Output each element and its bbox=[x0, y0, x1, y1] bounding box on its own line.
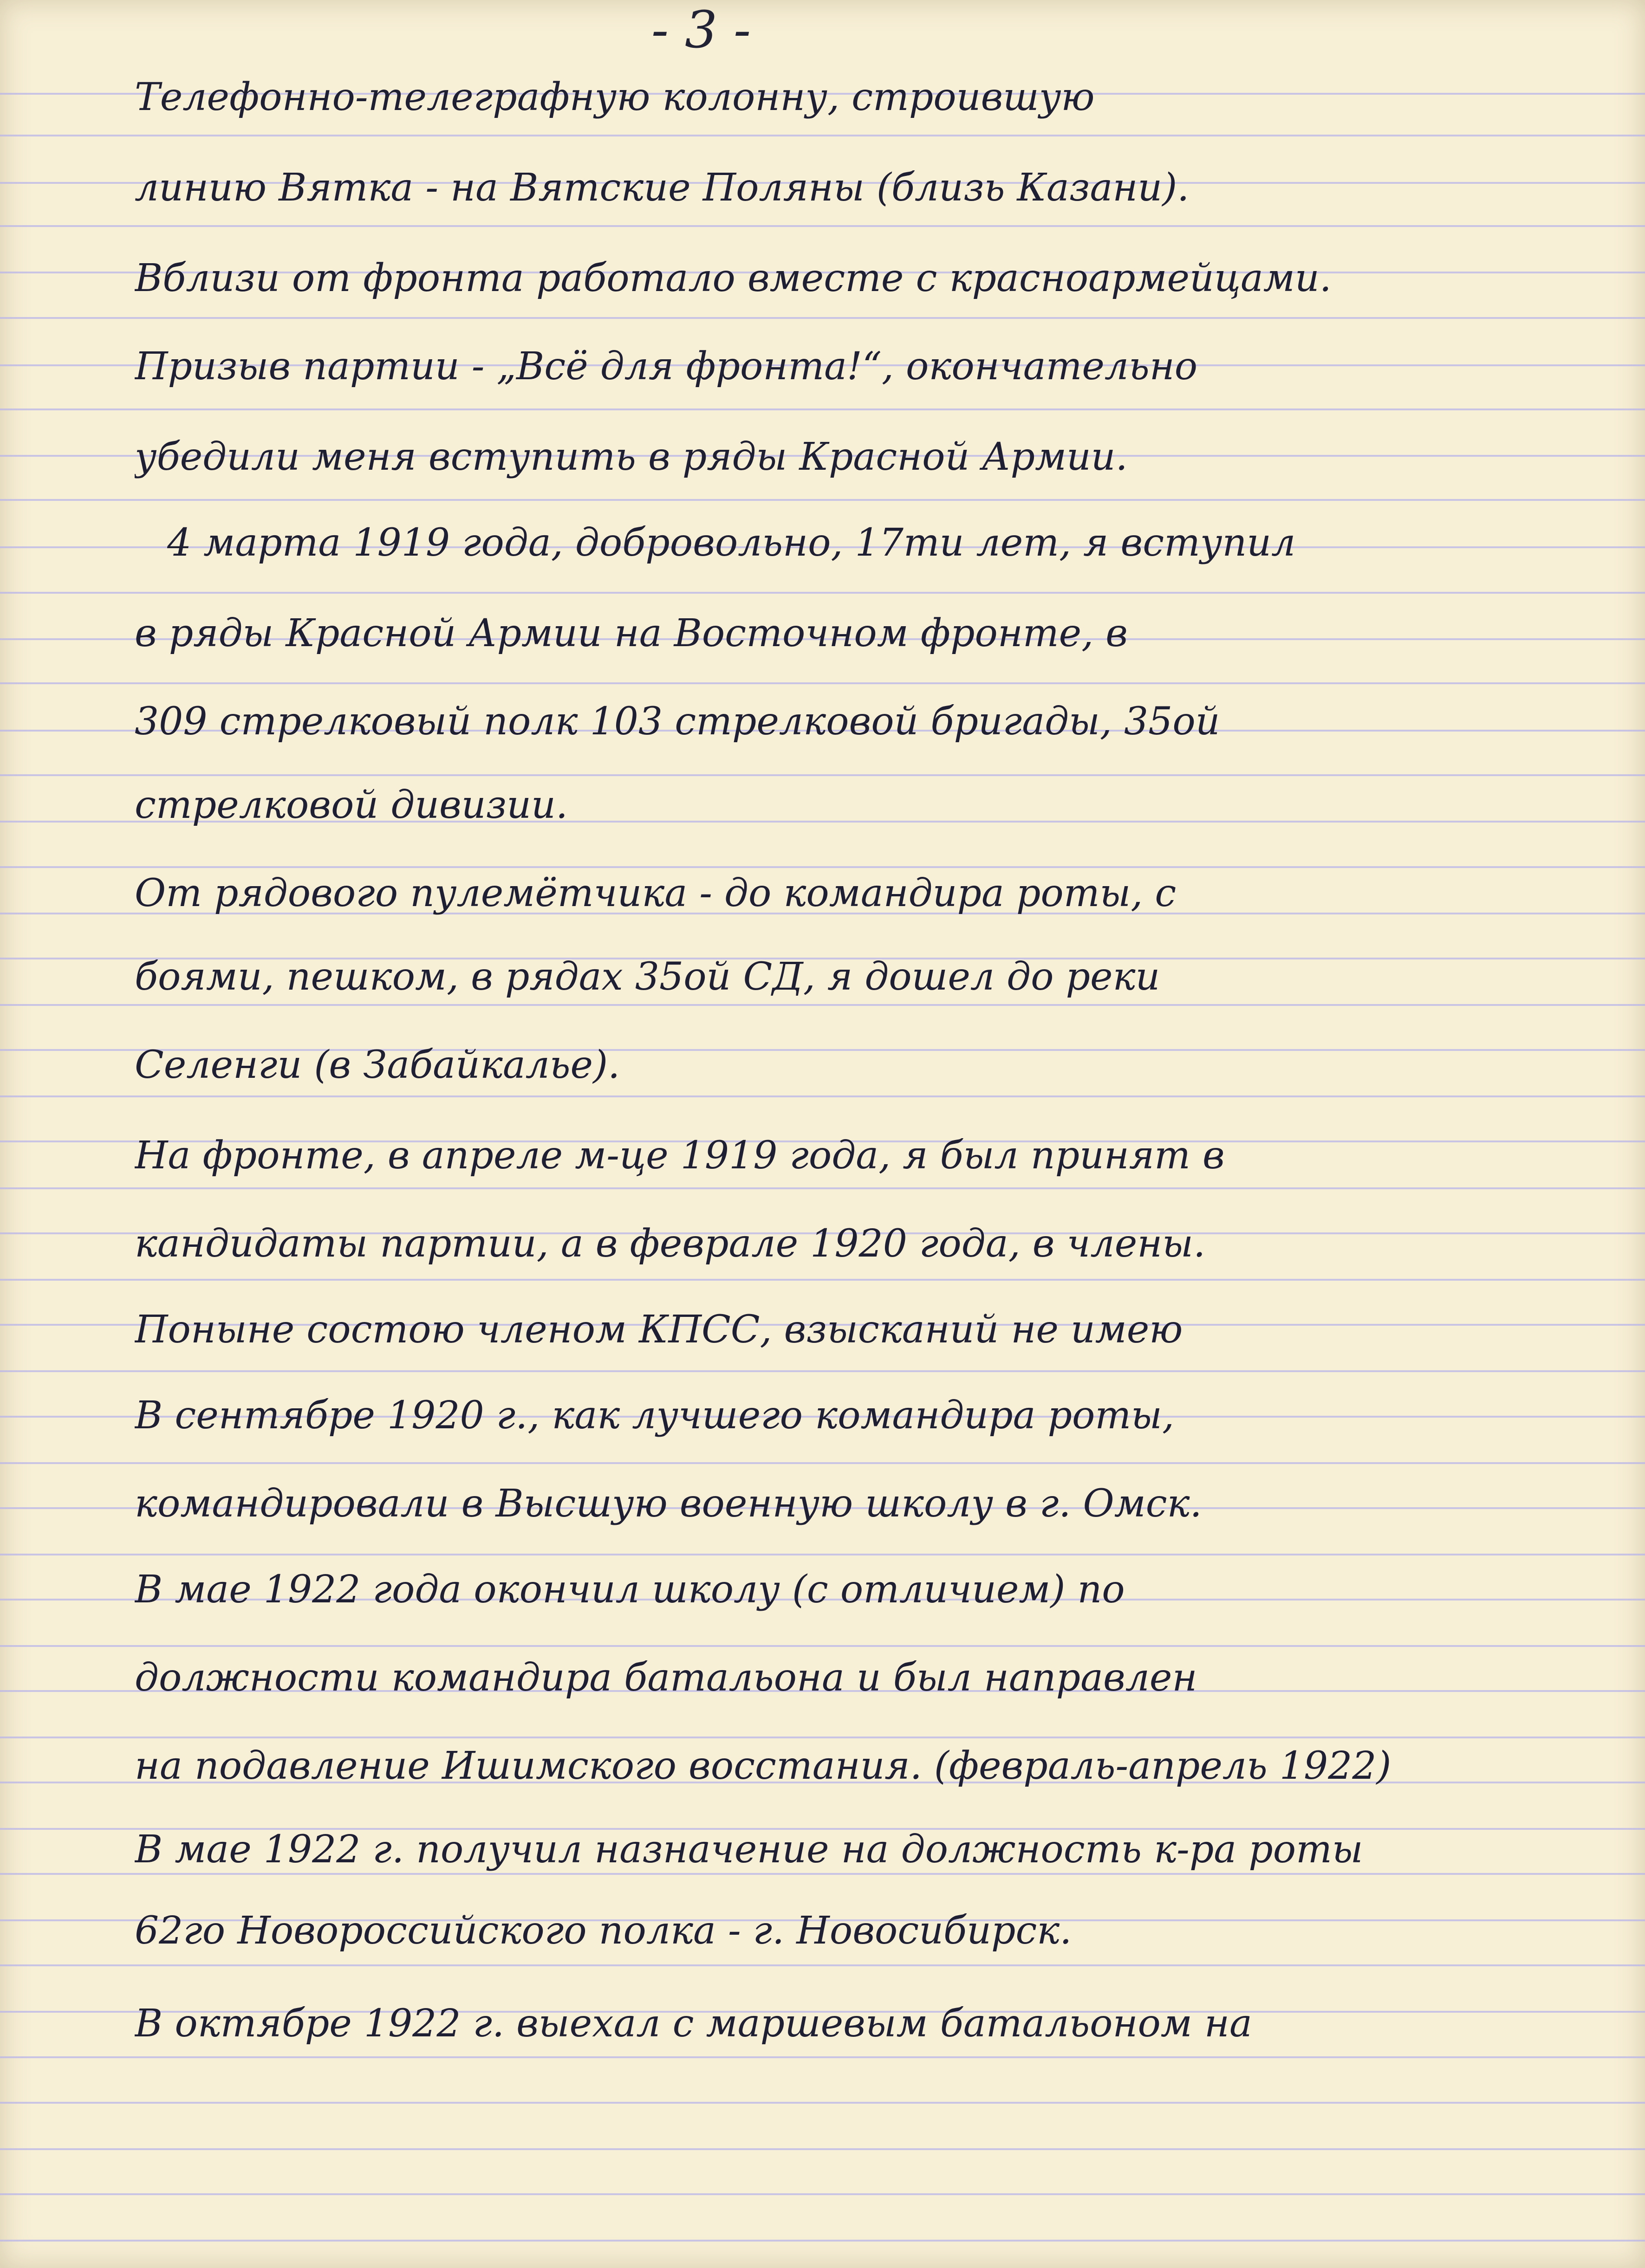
ruled-line bbox=[0, 1095, 1645, 1097]
text-line: 62го Новороссийского полка - г. Новосибирск. bbox=[135, 1909, 1072, 1953]
ruled-line bbox=[0, 2148, 1645, 2150]
text-line: командировали в Высшую военную школу в г. Омск. bbox=[135, 1482, 1202, 1526]
ruled-line bbox=[0, 1279, 1645, 1281]
text-line: В мае 1922 года окончил школу (с отличием) по bbox=[135, 1568, 1125, 1612]
ruled-line bbox=[0, 1462, 1645, 1464]
ruled-line bbox=[0, 2056, 1645, 2058]
ruled-line bbox=[0, 866, 1645, 868]
text-line: В мае 1922 г. получил назначение на должность к-ра роты bbox=[135, 1827, 1363, 1872]
text-line: 309 стрелковый полк 103 стрелковой бригады, 35ой bbox=[135, 700, 1220, 744]
text-line: На фронте, в апреле м-це 1919 года, я был принят в bbox=[135, 1134, 1225, 1178]
ruled-line bbox=[0, 499, 1645, 501]
ruled-line bbox=[0, 1004, 1645, 1006]
text-line: убедили меня вступить в ряды Красной Армии. bbox=[135, 435, 1128, 479]
text-line: линию Вятка - на Вятские Поляны (близь Казани). bbox=[135, 166, 1190, 210]
text-line: В сентябре 1920 г., как лучшего командира роты, bbox=[135, 1393, 1175, 1438]
ruled-line bbox=[0, 225, 1645, 227]
ruled-line bbox=[0, 1873, 1645, 1875]
text-line: 4 марта 1919 года, добровольно, 17ти лет, я вступил bbox=[167, 521, 1296, 565]
text-line: Призыв партии - „Всё для фронта!“, окончательно bbox=[135, 344, 1198, 389]
ruled-line bbox=[0, 2193, 1645, 2195]
text-line: боями, пешком, в рядах 35ой СД, я дошел до реки bbox=[135, 955, 1160, 999]
ruled-line bbox=[0, 1554, 1645, 1555]
text-line: кандидаты партии, а в феврале 1920 года, в члены. bbox=[135, 1222, 1206, 1266]
page-number: - 3 - bbox=[651, 0, 751, 59]
ruled-line bbox=[0, 317, 1645, 319]
ruled-line bbox=[0, 1964, 1645, 1966]
ruled-line bbox=[0, 408, 1645, 410]
text-line: стрелковой дивизии. bbox=[135, 783, 568, 827]
text-line: От рядового пулемётчика - до командира роты, с bbox=[135, 871, 1177, 915]
text-line: должности командира батальона и был направлен bbox=[135, 1656, 1197, 1700]
text-line: Телефонно-телеграфную колонну, строившую bbox=[135, 75, 1095, 119]
ruled-line bbox=[0, 592, 1645, 594]
ruled-line bbox=[0, 1737, 1645, 1738]
text-line: В октябре 1922 г. выехал с маршевым батальоном на bbox=[135, 2002, 1252, 2046]
ruled-line bbox=[0, 1187, 1645, 1189]
text-line: Селенги (в Забайкалье). bbox=[135, 1043, 620, 1087]
text-line: в ряды Красной Армии на Восточном фронте, в bbox=[135, 611, 1128, 655]
ruled-line bbox=[0, 2102, 1645, 2104]
text-line: Поныне состою членом КПСС, взысканий не имею bbox=[135, 1308, 1183, 1352]
ruled-line bbox=[0, 682, 1645, 684]
text-line: на подавление Ишимского восстания. (февраль-апрель 1922) bbox=[135, 1744, 1391, 1788]
ruled-line bbox=[0, 1370, 1645, 1372]
ruled-line bbox=[0, 2240, 1645, 2242]
ruled-line bbox=[0, 135, 1645, 136]
ruled-line bbox=[0, 774, 1645, 776]
text-line: Вблизи от фронта работало вместе с красноармейцами. bbox=[135, 256, 1332, 300]
ruled-line bbox=[0, 1645, 1645, 1647]
